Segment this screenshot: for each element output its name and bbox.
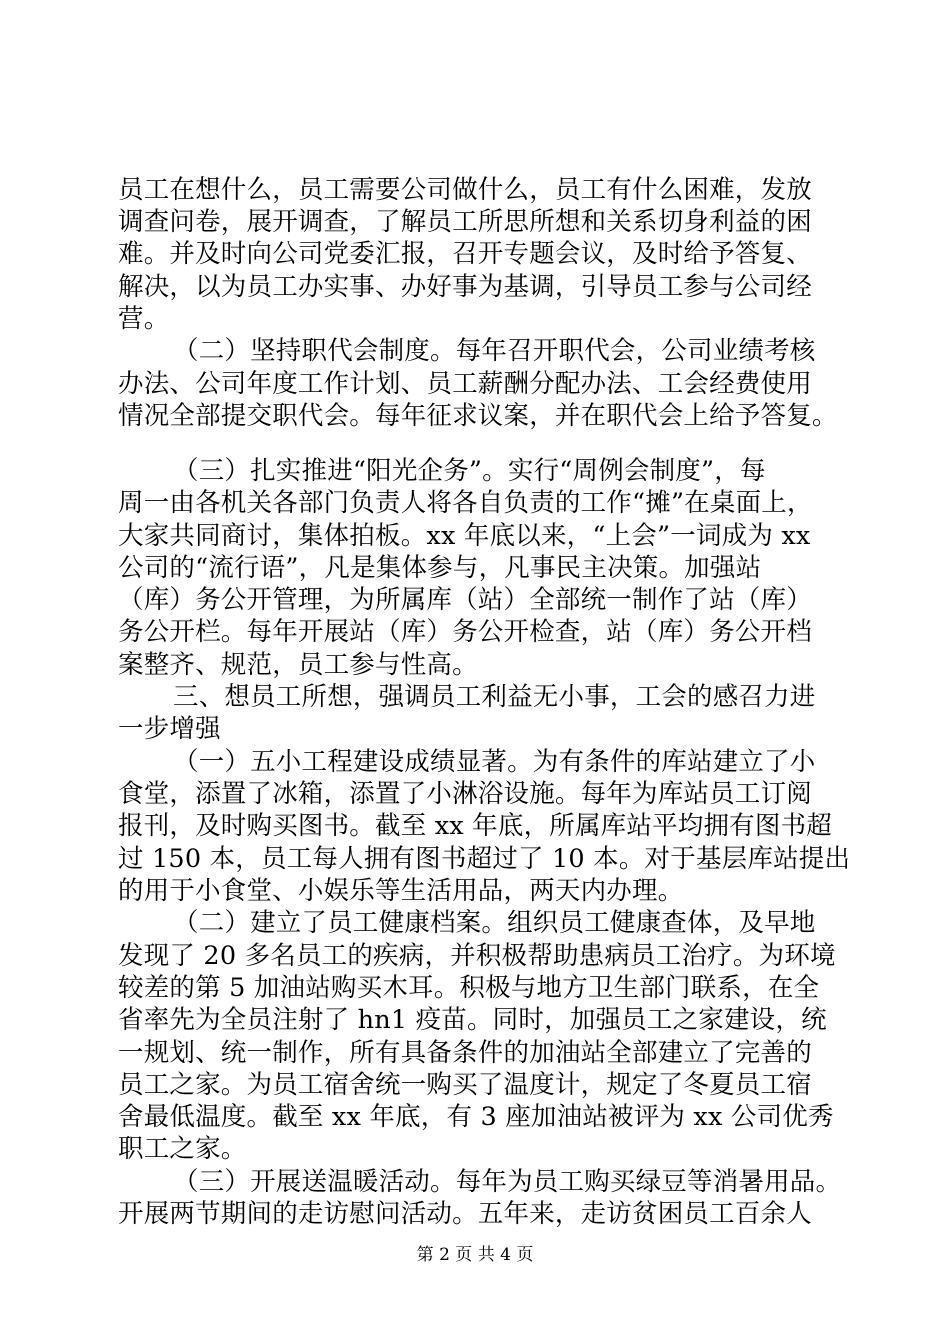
text-line: 报刊，及时购买图书。截至 xx 年底，所属库站平均拥有图书超 <box>118 811 832 841</box>
text-line: （二）建立了员工健康档案。组织员工健康查体，及早地 <box>173 908 816 938</box>
text-line: 发现了 20 多名员工的疾病，并积极帮助患病员工治疗。为环境 <box>118 941 836 971</box>
text-line: 案整齐、规范，员工参与性高。 <box>118 650 478 680</box>
text-line: 大家共同商讨，集体拍板。xx 年底以来，“上会”一词成为 xx <box>118 521 811 551</box>
section-heading: 一步增强 <box>118 714 221 744</box>
text-line: 省率先为全员注射了 hn1 疫苗。同时，加强员工之家建设，统 <box>118 1005 827 1035</box>
text-line: 舍最低温度。截至 xx 年底，有 3 座加油站被评为 xx 公司优秀 <box>118 1102 834 1132</box>
text-line: 调查问卷，展开调查，了解员工所思所想和关系切身利益的困 <box>118 207 812 237</box>
text-line: 务公开栏。每年开展站（库）务公开检查，站（库）务公开档 <box>118 617 812 647</box>
text-line: 食堂，添置了冰箱，添置了小淋浴设施。每年为库站员工订阅 <box>118 779 812 809</box>
text-line: 营。 <box>118 304 170 334</box>
page-footer: 第 2 页 共 4 页 <box>416 1245 534 1265</box>
text-line: 较差的第 5 加油站购买木耳。积极与地方卫生部门联系，在全 <box>118 973 820 1003</box>
text-line: 开展两节期间的走访慰问活动。五年来，走访贫困员工百余人 <box>118 1199 812 1229</box>
text-line: 员工在想什么，员工需要公司做什么，员工有什么困难，发放 <box>118 175 812 205</box>
text-line: 办法、公司年度工作计划、员工薪酬分配办法、工会经费使用 <box>118 369 812 399</box>
text-line: 解决，以为员工办实事、办好事为基调，引导员工参与公司经 <box>118 272 812 302</box>
text-line: （一）五小工程建设成绩显著。为有条件的库站建立了小 <box>173 747 816 777</box>
text-line: 过 150 本，员工每人拥有图书超过了 10 本。对于基层库站提出 <box>118 844 851 874</box>
section-heading: 三、想员工所想，强调员工利益无小事，工会的感召力进 <box>173 682 816 712</box>
text-line: 员工之家。为员工宿舍统一购买了温度计，规定了冬夏员工宿 <box>118 1070 812 1100</box>
text-line: 一规划、统一制作，所有具备条件的加油站全部建立了完善的 <box>118 1038 812 1068</box>
text-line: 职工之家。 <box>118 1134 247 1164</box>
text-line: 的用于小食堂、小娱乐等生活用品，两天内办理。 <box>118 876 684 906</box>
text-line: （库）务公开管理，为所属库（站）全部统一制作了站（库） <box>118 585 812 615</box>
text-line: 难。并及时向公司党委汇报，召开专题会议，及时给予答复、 <box>118 239 812 269</box>
text-line: （三）扎实推进“阳光企务”。实行“周例会制度”，每 <box>173 456 766 486</box>
text-line: 周一由各机关各部门负责人将各自负责的工作“摊”在桌面上， <box>118 488 813 518</box>
text-line: （二）坚持职代会制度。每年召开职代会，公司业绩考核 <box>173 336 816 366</box>
text-line: 公司的“流行语”，凡是集体参与，凡事民主决策。加强站 <box>118 553 762 583</box>
text-line: 情况全部提交职代会。每年征求议案，并在职代会上给予答复。 <box>118 401 838 431</box>
text-line: （三）开展送温暖活动。每年为员工购买绿豆等消暑用品。 <box>173 1167 842 1197</box>
